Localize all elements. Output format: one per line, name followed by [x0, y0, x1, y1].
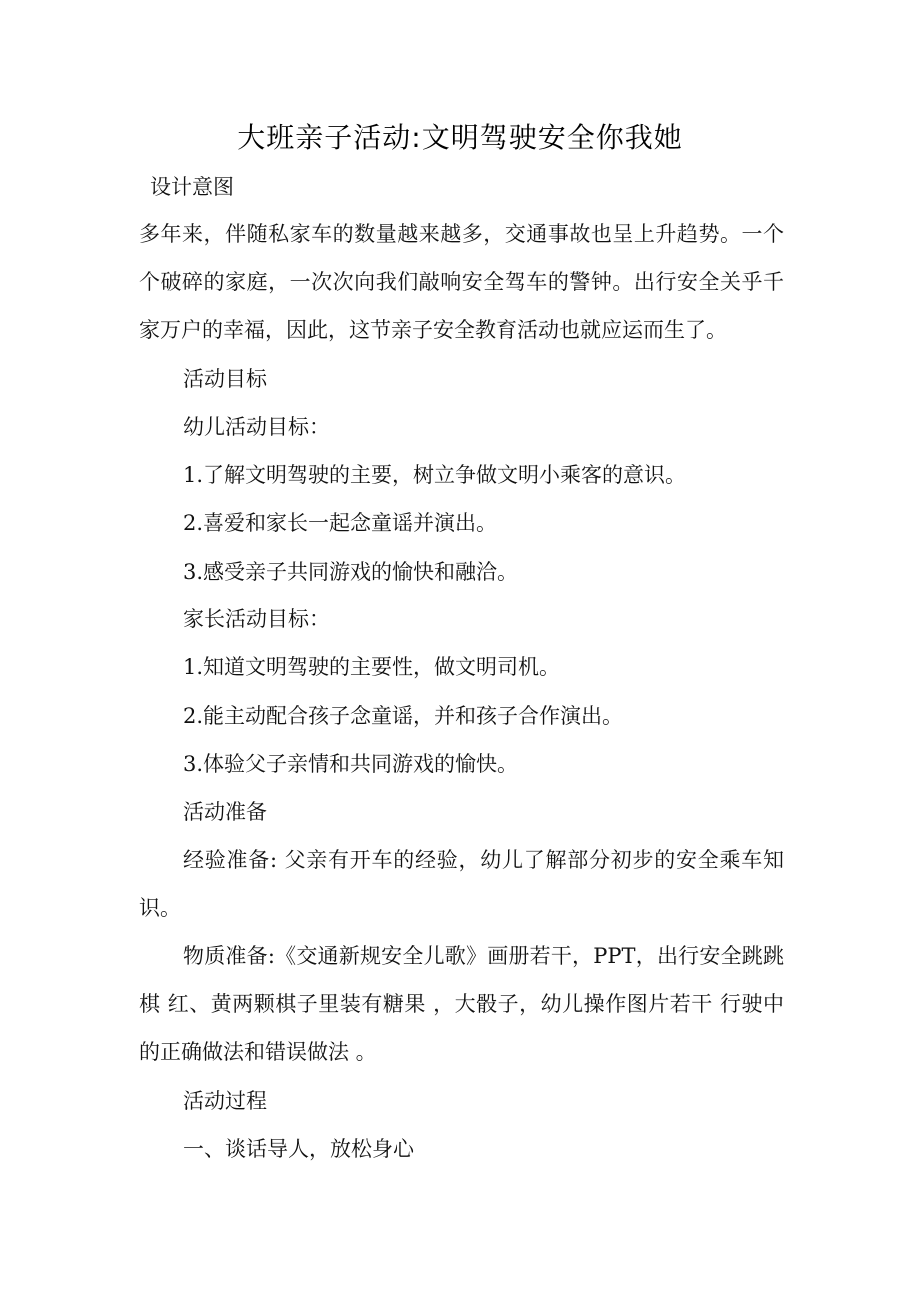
child-goal-item: 1.了解文明驾驶的主要，树立争做文明小乘客的意识。: [183, 463, 687, 487]
child-goal-item: 2.喜爱和家长一起念童谣并演出。: [183, 511, 498, 535]
material-prep-paragraph: 物质准备:《交通新规安全儿歌》画册若干，PPT，出行安全跳跳棋 红、黄两颗棋子里装有糖果 ，大骰子，幼儿操作图片若干 行驶中的正确做法和错误做法 。: [139, 944, 784, 1064]
experience-prep-paragraph: 经验准备: 父亲有开车的经验，幼儿了解部分初步的安全乘车知识。: [139, 848, 784, 920]
prep-heading: 活动准备: [183, 800, 267, 824]
parent-goal-item: 1.知道文明驾驶的主要性，做文明司机。: [183, 655, 561, 679]
design-intent-heading: 设计意图: [150, 175, 234, 199]
parent-goals-heading: 家长活动目标：: [183, 607, 330, 631]
step-one-heading: 一、谈话导人，放松身心: [183, 1137, 414, 1161]
process-heading: 活动过程: [183, 1089, 267, 1113]
design-intent-paragraph: 多年来，伴随私家车的数量越来越多，交通事故也呈上升趋势。一个个破碎的家庭，一次次向我们敲响安全驾车的警钟。出行安全关乎千家万户的幸福，因此，这节亲子安全教育活动也就应运而生了。: [139, 222, 784, 342]
document-title: 大班亲子活动:文明驾驶安全你我她: [237, 121, 683, 154]
goals-heading: 活动目标: [183, 367, 267, 391]
child-goal-item: 3.感受亲子共同游戏的愉快和融洽。: [183, 560, 519, 584]
parent-goal-item: 3.体验父子亲情和共同游戏的愉快。: [183, 752, 519, 776]
parent-goal-item: 2.能主动配合孩子念童谣，并和孩子合作演出。: [183, 704, 624, 728]
child-goals-heading: 幼儿活动目标：: [183, 415, 330, 439]
